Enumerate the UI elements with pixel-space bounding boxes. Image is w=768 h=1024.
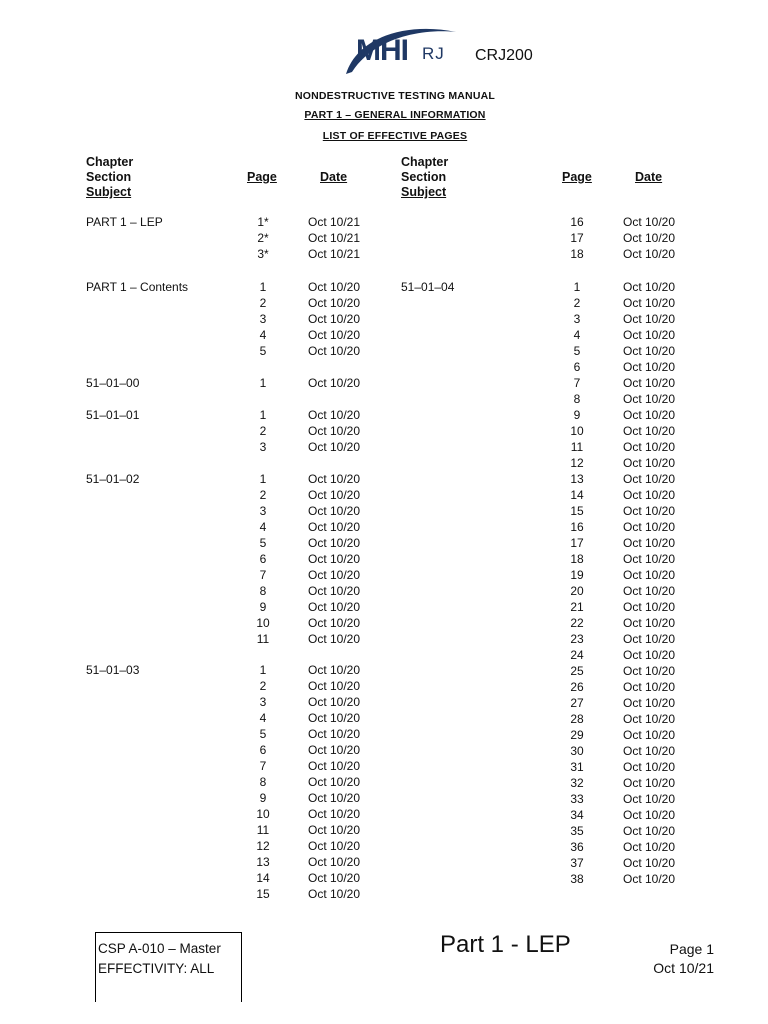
footer-date: Oct 10/21	[653, 960, 714, 976]
page-date: Oct 10/20	[623, 231, 676, 245]
manual-title: NONDESTRUCTIVE TESTING MANUAL	[294, 90, 496, 102]
section-label: 51–01–01	[86, 408, 140, 422]
page-date: Oct 10/20	[308, 679, 361, 693]
page-date: Oct 10/20	[623, 328, 676, 342]
page-number: 2	[259, 679, 267, 693]
page-date: Oct 10/20	[308, 424, 361, 438]
section-label: PART 1 – LEP	[86, 215, 163, 229]
page-date: Oct 10/20	[623, 632, 676, 646]
page-header-right: Page	[562, 170, 592, 184]
page-number: 3	[259, 440, 267, 454]
page-number: 15	[256, 887, 270, 901]
page-number: 5	[259, 536, 267, 550]
page-date: Oct 10/21	[308, 215, 361, 229]
page-date: Oct 10/20	[623, 344, 676, 358]
page-date: Oct 10/20	[623, 712, 676, 726]
page-number: 12	[256, 839, 270, 853]
page-date: Oct 10/20	[623, 872, 676, 886]
page-number: 20	[570, 584, 584, 598]
page-date: Oct 10/20	[308, 600, 361, 614]
page-number: 29	[570, 728, 584, 742]
page-number: 5	[259, 727, 267, 741]
page-number: 13	[256, 855, 270, 869]
page-number: 9	[573, 408, 581, 422]
footer-doc-id: CSP A-010 – Master	[98, 941, 221, 956]
page-number: 7	[259, 568, 267, 582]
page-number: 5	[259, 344, 267, 358]
page-number: 3	[259, 312, 267, 326]
page-date: Oct 10/20	[623, 376, 676, 390]
page-number: 1	[259, 663, 267, 677]
page-number: 4	[573, 328, 581, 342]
page-date: Oct 10/20	[308, 328, 361, 342]
page-number: 3	[259, 695, 267, 709]
page-number: 14	[256, 871, 270, 885]
page-number: 22	[570, 616, 584, 630]
page-date: Oct 10/20	[623, 536, 676, 550]
page-number: 4	[259, 520, 267, 534]
date-header-right: Date	[635, 170, 663, 184]
page-number: 4	[259, 711, 267, 725]
page-number: 6	[259, 552, 267, 566]
page-number: 1	[259, 472, 267, 486]
page-date: Oct 10/20	[623, 280, 676, 294]
page-date: Oct 10/20	[623, 696, 676, 710]
page-number: 1	[573, 280, 581, 294]
page-number: 36	[570, 840, 584, 854]
page-date: Oct 10/20	[308, 807, 361, 821]
page-number: 10	[256, 616, 270, 630]
page-date: Oct 10/20	[308, 855, 361, 869]
page-date: Oct 10/20	[308, 887, 361, 901]
page-date: Oct 10/20	[308, 376, 361, 390]
page-number: 2	[259, 424, 267, 438]
page-date: Oct 10/20	[308, 488, 361, 502]
page-number: 15	[570, 504, 584, 518]
section-label: 51–01–04	[401, 280, 455, 294]
page-number: 2	[573, 296, 581, 310]
page-number: 4	[259, 328, 267, 342]
page-number: 34	[570, 808, 584, 822]
date-header-left: Date	[320, 170, 348, 184]
page-number: 38	[570, 872, 584, 886]
page-date: Oct 10/20	[623, 504, 676, 518]
chapter-header-left: Chapter Section Subject	[86, 155, 134, 199]
page-number: 17	[570, 536, 584, 550]
page-date: Oct 10/20	[308, 312, 361, 326]
page-date: Oct 10/20	[623, 440, 676, 454]
page-date: Oct 10/20	[308, 823, 361, 837]
page-number: 23	[570, 632, 584, 646]
page-date: Oct 10/20	[308, 296, 361, 310]
section-label: 51–01–00	[86, 376, 140, 390]
page-date: Oct 10/20	[308, 504, 361, 518]
page-number: 18	[570, 552, 584, 566]
page-date: Oct 10/20	[308, 775, 361, 789]
page-date: Oct 10/20	[623, 247, 676, 261]
page-number: 27	[570, 696, 584, 710]
page-number: 35	[570, 824, 584, 838]
page-date: Oct 10/20	[623, 472, 676, 486]
page-number: 37	[570, 856, 584, 870]
page-date: Oct 10/20	[623, 312, 676, 326]
page-date: Oct 10/20	[308, 727, 361, 741]
page-number: 25	[570, 664, 584, 678]
page-date: Oct 10/20	[623, 488, 676, 502]
footer-doc-box	[95, 932, 242, 1002]
page-number: 30	[570, 744, 584, 758]
page-number: 1	[259, 280, 267, 294]
page-date: Oct 10/20	[308, 568, 361, 582]
section-label: 51–01–02	[86, 472, 140, 486]
page-number: 8	[259, 584, 267, 598]
page-number: 16	[570, 520, 584, 534]
page-number: 31	[570, 760, 584, 774]
page-number: 13	[570, 472, 584, 486]
page-date: Oct 10/20	[308, 616, 361, 630]
page-date: Oct 10/21	[308, 231, 361, 245]
page-number: 12	[570, 456, 584, 470]
page-number: 16	[570, 215, 584, 229]
page-number: 8	[259, 775, 267, 789]
page-date: Oct 10/20	[623, 520, 676, 534]
footer-page: Page 1	[669, 941, 714, 957]
page-date: Oct 10/20	[623, 424, 676, 438]
page-number: 3	[573, 312, 581, 326]
page-number: 9	[259, 791, 267, 805]
page-number: 5	[573, 344, 581, 358]
page-date: Oct 10/20	[308, 472, 361, 486]
page-number: 14	[570, 488, 584, 502]
page-date: Oct 10/20	[308, 408, 361, 422]
page-date: Oct 10/20	[308, 344, 361, 358]
chapter-header-right: Chapter Section Subject	[401, 155, 449, 199]
page-date: Oct 10/21	[308, 247, 361, 261]
page-number: 32	[570, 776, 584, 790]
page-date: Oct 10/20	[308, 520, 361, 534]
page-date: Oct 10/20	[623, 760, 676, 774]
page-date: Oct 10/20	[623, 824, 676, 838]
page-number: 9	[259, 600, 267, 614]
page-number: 1	[259, 408, 267, 422]
page-date: Oct 10/20	[308, 440, 361, 454]
section-label: 51–01–03	[86, 663, 140, 677]
page-number: 19	[570, 568, 584, 582]
page-date: Oct 10/20	[623, 408, 676, 422]
page-number: 24	[570, 648, 584, 662]
page-date: Oct 10/20	[308, 584, 361, 598]
page-date: Oct 10/20	[308, 711, 361, 725]
page-date: Oct 10/20	[623, 552, 676, 566]
page-date: Oct 10/20	[308, 536, 361, 550]
page-date: Oct 10/20	[623, 296, 676, 310]
page-number: 18	[570, 247, 584, 261]
page-number: 6	[259, 743, 267, 757]
page-date: Oct 10/20	[308, 791, 361, 805]
page-number: 7	[573, 376, 581, 390]
aircraft-model: CRJ200	[475, 47, 533, 64]
page-date: Oct 10/20	[623, 616, 676, 630]
page-date: Oct 10/20	[623, 648, 676, 662]
page-date: Oct 10/20	[623, 360, 676, 374]
page-date: Oct 10/20	[308, 743, 361, 757]
page-number: 26	[570, 680, 584, 694]
section-label: PART 1 – Contents	[86, 280, 189, 294]
page-date: Oct 10/20	[623, 792, 676, 806]
page-number: 10	[256, 807, 270, 821]
page-date: Oct 10/20	[623, 680, 676, 694]
page-date: Oct 10/20	[308, 632, 361, 646]
page-number: 11	[256, 823, 270, 837]
page-number: 3	[259, 504, 267, 518]
page-date: Oct 10/20	[308, 839, 361, 853]
page-number: 8	[573, 392, 581, 406]
page-date: Oct 10/20	[308, 663, 361, 677]
page-date: Oct 10/20	[623, 728, 676, 742]
page-date: Oct 10/20	[308, 552, 361, 566]
page-date: Oct 10/20	[308, 280, 361, 294]
page-number: 1	[259, 376, 267, 390]
page-date: Oct 10/20	[308, 695, 361, 709]
page-date: Oct 10/20	[623, 840, 676, 854]
page-date: Oct 10/20	[623, 664, 676, 678]
page-number: 3*	[257, 247, 269, 261]
part-title: PART 1 – GENERAL INFORMATION	[304, 109, 486, 121]
page-number: 17	[570, 231, 584, 245]
page-date: Oct 10/20	[623, 584, 676, 598]
page-number: 1*	[257, 215, 269, 229]
page-number: 11	[256, 632, 270, 646]
logo-text: MHI	[356, 34, 408, 67]
page-date: Oct 10/20	[623, 744, 676, 758]
page-date: Oct 10/20	[623, 568, 676, 582]
page-number: 33	[570, 792, 584, 806]
page-number: 10	[570, 424, 584, 438]
page-date: Oct 10/20	[623, 456, 676, 470]
page-date: Oct 10/20	[623, 215, 676, 229]
page-number: 21	[570, 600, 584, 614]
page-header-left: Page	[247, 170, 277, 184]
list-title: LIST OF EFFECTIVE PAGES	[322, 130, 468, 142]
page-date: Oct 10/20	[623, 856, 676, 870]
logo-suffix: RJ	[422, 44, 445, 63]
page-date: Oct 10/20	[623, 808, 676, 822]
page-date: Oct 10/20	[308, 871, 361, 885]
footer-title: Part 1 - LEP	[440, 931, 571, 958]
page-number: 11	[570, 440, 584, 454]
page-date: Oct 10/20	[623, 600, 676, 614]
page-number: 2	[259, 296, 267, 310]
page-number: 28	[570, 712, 584, 726]
page-number: 2*	[257, 231, 269, 245]
page-number: 7	[259, 759, 267, 773]
footer-effectivity: EFFECTIVITY: ALL	[98, 961, 215, 976]
page-date: Oct 10/20	[308, 759, 361, 773]
page-number: 6	[573, 360, 581, 374]
page-date: Oct 10/20	[623, 776, 676, 790]
page-date: Oct 10/20	[623, 392, 676, 406]
page-number: 2	[259, 488, 267, 502]
